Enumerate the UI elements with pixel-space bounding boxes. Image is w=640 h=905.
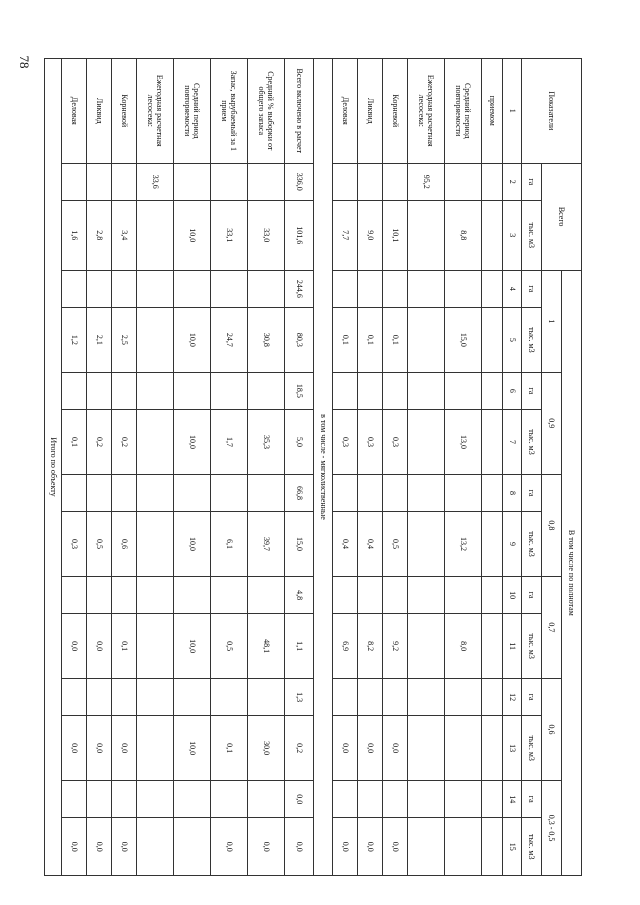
row-label: Ежегодная расчетная лесосека: bbox=[137, 59, 174, 164]
table-cell: 10,0 bbox=[174, 512, 211, 577]
table-cell: 0,3 bbox=[62, 512, 87, 577]
table-cell: 0,0 bbox=[211, 818, 248, 876]
table-cell bbox=[62, 270, 87, 307]
table-cell: 0,0 bbox=[285, 781, 314, 818]
table-cell: 7,7 bbox=[333, 200, 358, 270]
column-number-cell: 9 bbox=[503, 512, 522, 577]
table-cell bbox=[358, 163, 383, 200]
table-cell bbox=[445, 163, 482, 200]
table-cell bbox=[137, 512, 174, 577]
table-cell bbox=[87, 781, 112, 818]
table-cell bbox=[62, 781, 87, 818]
table-cell: 0,2 bbox=[112, 410, 137, 475]
table-cell bbox=[211, 678, 248, 715]
table-cell: 10,0 bbox=[174, 410, 211, 475]
table-cell bbox=[408, 372, 445, 409]
table-cell bbox=[482, 512, 503, 577]
table-cell: 0,0 bbox=[248, 818, 285, 876]
table-cell bbox=[137, 308, 174, 373]
table-cell bbox=[137, 372, 174, 409]
table-cell bbox=[408, 818, 445, 876]
table-cell: 10,0 bbox=[174, 200, 211, 270]
row-label: приемом bbox=[482, 59, 503, 164]
table-cell: 0,4 bbox=[333, 512, 358, 577]
column-number-cell: 4 bbox=[503, 270, 522, 307]
rotated-table-container bbox=[48, 58, 582, 876]
column-number-cell: 7 bbox=[503, 410, 522, 475]
table-cell: 10,0 bbox=[174, 614, 211, 679]
row-label: Средний период повторяемости bbox=[174, 59, 211, 164]
table-cell: 15,0 bbox=[445, 308, 482, 373]
table-row bbox=[285, 59, 314, 876]
report-table bbox=[44, 58, 582, 876]
table-body bbox=[45, 59, 522, 876]
table-cell bbox=[112, 270, 137, 307]
unit-m3: тыс. м3 bbox=[522, 614, 542, 679]
table-cell: 1,1 bbox=[285, 614, 314, 679]
unit-m3: тыс. м3 bbox=[522, 818, 542, 876]
table-cell bbox=[445, 474, 482, 511]
table-cell: 66,8 bbox=[285, 474, 314, 511]
table-row bbox=[408, 59, 445, 876]
table-cell bbox=[408, 474, 445, 511]
table-cell bbox=[62, 576, 87, 613]
table-cell bbox=[358, 372, 383, 409]
header-density-0-7: 0,7 bbox=[542, 576, 562, 678]
header-density-0-9: 0,9 bbox=[542, 372, 562, 474]
table-cell: 2,5 bbox=[112, 308, 137, 373]
table-cell bbox=[211, 270, 248, 307]
table-cell: 35,3 bbox=[248, 410, 285, 475]
row-label: Ликвид bbox=[358, 59, 383, 164]
table-row bbox=[333, 59, 358, 876]
column-number-cell: 12 bbox=[503, 678, 522, 715]
column-number-row bbox=[503, 59, 522, 876]
table-cell: 0,3 bbox=[358, 410, 383, 475]
table-cell: 336,0 bbox=[285, 163, 314, 200]
table-cell bbox=[248, 163, 285, 200]
row-label: Ежегодная расчетная лесосека: bbox=[408, 59, 445, 164]
table-cell: 0,2 bbox=[87, 410, 112, 475]
table-cell bbox=[62, 474, 87, 511]
table-cell bbox=[248, 270, 285, 307]
table-cell bbox=[248, 372, 285, 409]
table-cell bbox=[333, 576, 358, 613]
table-cell: 8,0 bbox=[445, 614, 482, 679]
table-cell: 1,6 bbox=[62, 200, 87, 270]
table-cell bbox=[174, 474, 211, 511]
table-cell: 10,0 bbox=[174, 308, 211, 373]
table-cell: 8,8 bbox=[445, 200, 482, 270]
table-cell: 30,0 bbox=[248, 716, 285, 781]
table-row bbox=[358, 59, 383, 876]
table-cell: 2,1 bbox=[87, 308, 112, 373]
unit-m3: тыс. м3 bbox=[522, 716, 542, 781]
table-row bbox=[383, 59, 408, 876]
table-cell bbox=[383, 372, 408, 409]
table-cell bbox=[112, 372, 137, 409]
table-cell bbox=[358, 270, 383, 307]
table-cell bbox=[445, 270, 482, 307]
unit-header-row bbox=[522, 59, 542, 876]
table-cell bbox=[174, 678, 211, 715]
table-cell bbox=[333, 781, 358, 818]
unit-m3: тыс. м3 bbox=[522, 512, 542, 577]
table-cell: 10,1 bbox=[383, 200, 408, 270]
column-number-cell: 15 bbox=[503, 818, 522, 876]
table-cell bbox=[383, 576, 408, 613]
table-cell: 0,1 bbox=[112, 614, 137, 679]
row-label: Средний % выборки от общего запаса bbox=[248, 59, 285, 164]
table-cell bbox=[408, 716, 445, 781]
table-cell bbox=[383, 163, 408, 200]
table-cell bbox=[174, 576, 211, 613]
table-cell: 9,0 bbox=[358, 200, 383, 270]
table-cell: 13,2 bbox=[445, 512, 482, 577]
table-cell: 6,9 bbox=[333, 614, 358, 679]
table-cell bbox=[137, 200, 174, 270]
table-cell: 33,1 bbox=[211, 200, 248, 270]
table-cell: 3,4 bbox=[112, 200, 137, 270]
table-cell bbox=[445, 716, 482, 781]
table-cell bbox=[174, 270, 211, 307]
table-cell bbox=[211, 474, 248, 511]
table-cell: 0,0 bbox=[87, 818, 112, 876]
footer-label: Итого по объекту bbox=[45, 59, 62, 876]
table-row bbox=[137, 59, 174, 876]
table-row bbox=[248, 59, 285, 876]
unit-ha: га bbox=[522, 474, 542, 511]
table-cell bbox=[211, 163, 248, 200]
table-cell: 0,0 bbox=[62, 614, 87, 679]
section-row bbox=[314, 59, 333, 876]
table-cell bbox=[482, 474, 503, 511]
table-cell: 0,0 bbox=[62, 716, 87, 781]
table-cell: 1,3 bbox=[285, 678, 314, 715]
table-cell bbox=[482, 818, 503, 876]
column-number-cell: 3 bbox=[503, 200, 522, 270]
table-cell: 0,5 bbox=[211, 614, 248, 679]
table-cell: 0,0 bbox=[333, 716, 358, 781]
table-cell: 1,2 bbox=[62, 308, 87, 373]
column-number-cell: 13 bbox=[503, 716, 522, 781]
table-cell: 6,1 bbox=[211, 512, 248, 577]
table-cell bbox=[482, 781, 503, 818]
table-cell bbox=[137, 678, 174, 715]
table-cell bbox=[87, 372, 112, 409]
column-number-cell: 8 bbox=[503, 474, 522, 511]
table-row bbox=[445, 59, 482, 876]
header-density-0-3-0-5: 0,3 - 0,5 bbox=[542, 781, 562, 876]
table-cell bbox=[383, 270, 408, 307]
unit-ha: га bbox=[522, 781, 542, 818]
table-cell: 33,0 bbox=[248, 200, 285, 270]
unit-m3: тыс. м3 bbox=[522, 200, 542, 270]
unit-m3: тыс. м3 bbox=[522, 308, 542, 373]
unit-ha: га bbox=[522, 576, 542, 613]
table-cell bbox=[333, 163, 358, 200]
table-cell: 0,6 bbox=[112, 512, 137, 577]
header-indicators: Показатели bbox=[522, 59, 582, 164]
table-row bbox=[87, 59, 112, 876]
table-cell: 0,0 bbox=[383, 818, 408, 876]
table-cell bbox=[482, 372, 503, 409]
table-cell bbox=[87, 576, 112, 613]
table-cell bbox=[174, 163, 211, 200]
table-cell: 48,1 bbox=[248, 614, 285, 679]
table-cell: 0,0 bbox=[358, 716, 383, 781]
unit-ha: га bbox=[522, 678, 542, 715]
unit-ha: га bbox=[522, 372, 542, 409]
table-cell bbox=[358, 781, 383, 818]
row-label: Всего включено в расчет bbox=[285, 59, 314, 164]
unit-ha: га bbox=[522, 270, 542, 307]
table-cell bbox=[87, 678, 112, 715]
row-label: Ликвид bbox=[87, 59, 112, 164]
column-number-cell: 6 bbox=[503, 372, 522, 409]
table-cell bbox=[408, 614, 445, 679]
table-cell bbox=[137, 474, 174, 511]
row-label: Корневой bbox=[112, 59, 137, 164]
table-cell: 5,0 bbox=[285, 410, 314, 475]
table-cell bbox=[62, 163, 87, 200]
table-cell bbox=[137, 270, 174, 307]
table-cell: 0,0 bbox=[112, 818, 137, 876]
table-cell: 0,5 bbox=[87, 512, 112, 577]
table-cell bbox=[408, 270, 445, 307]
table-cell bbox=[248, 781, 285, 818]
table-cell bbox=[408, 512, 445, 577]
table-cell: 0,1 bbox=[333, 308, 358, 373]
table-cell: 0,4 bbox=[358, 512, 383, 577]
table-cell: 0,3 bbox=[383, 410, 408, 475]
table-cell: 18,5 bbox=[285, 372, 314, 409]
table-cell: 39,7 bbox=[248, 512, 285, 577]
table-cell: 0,0 bbox=[383, 716, 408, 781]
table-cell bbox=[482, 576, 503, 613]
table-cell bbox=[482, 308, 503, 373]
table-cell bbox=[112, 576, 137, 613]
table-cell bbox=[408, 678, 445, 715]
table-cell bbox=[87, 163, 112, 200]
table-cell bbox=[408, 308, 445, 373]
table-cell: 1,7 bbox=[211, 410, 248, 475]
table-cell: 0,1 bbox=[358, 308, 383, 373]
table-cell: 0,0 bbox=[87, 614, 112, 679]
table-cell bbox=[174, 781, 211, 818]
table-cell: 0,0 bbox=[87, 716, 112, 781]
table-cell: 10,0 bbox=[174, 716, 211, 781]
table-cell bbox=[482, 163, 503, 200]
table-cell: 0,5 bbox=[383, 512, 408, 577]
table-cell: 33,6 bbox=[137, 163, 174, 200]
table-cell bbox=[137, 614, 174, 679]
table-cell: 0,3 bbox=[333, 410, 358, 475]
table-cell: 0,1 bbox=[62, 410, 87, 475]
table-cell bbox=[482, 716, 503, 781]
table-row bbox=[174, 59, 211, 876]
row-label: Запас, вырубаемый за 1 прием bbox=[211, 59, 248, 164]
table-cell bbox=[87, 474, 112, 511]
table-cell bbox=[383, 474, 408, 511]
table-cell: 0,1 bbox=[383, 308, 408, 373]
row-label: Корневой bbox=[383, 59, 408, 164]
row-label: Средний период повторяемости bbox=[445, 59, 482, 164]
section-label: в том числе - мягколиственные bbox=[314, 59, 333, 876]
table-cell bbox=[482, 270, 503, 307]
table-row bbox=[62, 59, 87, 876]
table-cell bbox=[62, 372, 87, 409]
header-density-1: 1 bbox=[542, 270, 562, 372]
table-cell bbox=[445, 781, 482, 818]
header-total: Всего bbox=[542, 163, 582, 270]
table-cell: 95,2 bbox=[408, 163, 445, 200]
column-number-cell: 14 bbox=[503, 781, 522, 818]
table-cell bbox=[482, 614, 503, 679]
table-cell bbox=[445, 576, 482, 613]
table-cell bbox=[62, 678, 87, 715]
table-cell bbox=[174, 372, 211, 409]
column-number-cell: 2 bbox=[503, 163, 522, 200]
table-cell bbox=[408, 576, 445, 613]
table-cell bbox=[482, 678, 503, 715]
table-cell: 244,6 bbox=[285, 270, 314, 307]
table-cell bbox=[112, 163, 137, 200]
table-cell bbox=[137, 410, 174, 475]
table-cell bbox=[248, 678, 285, 715]
table-cell bbox=[137, 818, 174, 876]
table-cell bbox=[333, 372, 358, 409]
table-row bbox=[482, 59, 503, 876]
table-cell bbox=[408, 410, 445, 475]
table-cell: 15,0 bbox=[285, 512, 314, 577]
row-label: Деловая bbox=[62, 59, 87, 164]
table-cell bbox=[137, 576, 174, 613]
table-cell bbox=[445, 372, 482, 409]
table-cell bbox=[87, 270, 112, 307]
table-cell bbox=[333, 474, 358, 511]
table-cell bbox=[248, 474, 285, 511]
table-cell: 4,8 bbox=[285, 576, 314, 613]
table-cell bbox=[358, 678, 383, 715]
table-cell bbox=[211, 372, 248, 409]
table-cell bbox=[445, 678, 482, 715]
table-cell bbox=[248, 576, 285, 613]
table-cell bbox=[482, 410, 503, 475]
table-cell: 24,7 bbox=[211, 308, 248, 373]
table-cell bbox=[137, 716, 174, 781]
table-cell: 9,2 bbox=[383, 614, 408, 679]
table-cell: 30,8 bbox=[248, 308, 285, 373]
table-cell bbox=[408, 781, 445, 818]
table-cell bbox=[445, 818, 482, 876]
table-cell bbox=[211, 781, 248, 818]
table-cell bbox=[211, 576, 248, 613]
table-cell: 0,0 bbox=[333, 818, 358, 876]
header-density-0-8: 0,8 bbox=[542, 474, 562, 576]
unit-ha: га bbox=[522, 163, 542, 200]
table-cell: 8,2 bbox=[358, 614, 383, 679]
table-cell bbox=[383, 781, 408, 818]
footer-row bbox=[45, 59, 62, 876]
table-cell bbox=[112, 678, 137, 715]
table-cell: 0,2 bbox=[285, 716, 314, 781]
table-cell: 0,0 bbox=[62, 818, 87, 876]
table-cell bbox=[112, 474, 137, 511]
header-by-density: В том числе по полнотам bbox=[562, 270, 582, 875]
table-cell: 101,6 bbox=[285, 200, 314, 270]
page-number: 78 bbox=[17, 55, 32, 69]
table-cell bbox=[482, 200, 503, 270]
table-cell: 0,0 bbox=[358, 818, 383, 876]
table-cell: 0,0 bbox=[285, 818, 314, 876]
table-cell bbox=[112, 781, 137, 818]
table-cell: 80,3 bbox=[285, 308, 314, 373]
table-cell: 2,8 bbox=[87, 200, 112, 270]
column-number-cell: 5 bbox=[503, 308, 522, 373]
table-cell: 0,0 bbox=[112, 716, 137, 781]
table-cell bbox=[408, 200, 445, 270]
rotated-table bbox=[48, 58, 582, 876]
table-cell bbox=[333, 678, 358, 715]
table-cell bbox=[137, 781, 174, 818]
column-number-cell: 1 bbox=[503, 59, 522, 164]
column-number-cell: 11 bbox=[503, 614, 522, 679]
column-number-cell: 10 bbox=[503, 576, 522, 613]
unit-m3: тыс. м3 bbox=[522, 410, 542, 475]
table-cell: 0,1 bbox=[211, 716, 248, 781]
table-cell bbox=[383, 678, 408, 715]
table-cell bbox=[333, 270, 358, 307]
table-cell bbox=[358, 576, 383, 613]
row-label: Деловая bbox=[333, 59, 358, 164]
table-cell bbox=[174, 818, 211, 876]
table-cell bbox=[358, 474, 383, 511]
table-row bbox=[211, 59, 248, 876]
header-density-0-6: 0,6 bbox=[542, 678, 562, 780]
table-row bbox=[112, 59, 137, 876]
table-cell: 13,0 bbox=[445, 410, 482, 475]
